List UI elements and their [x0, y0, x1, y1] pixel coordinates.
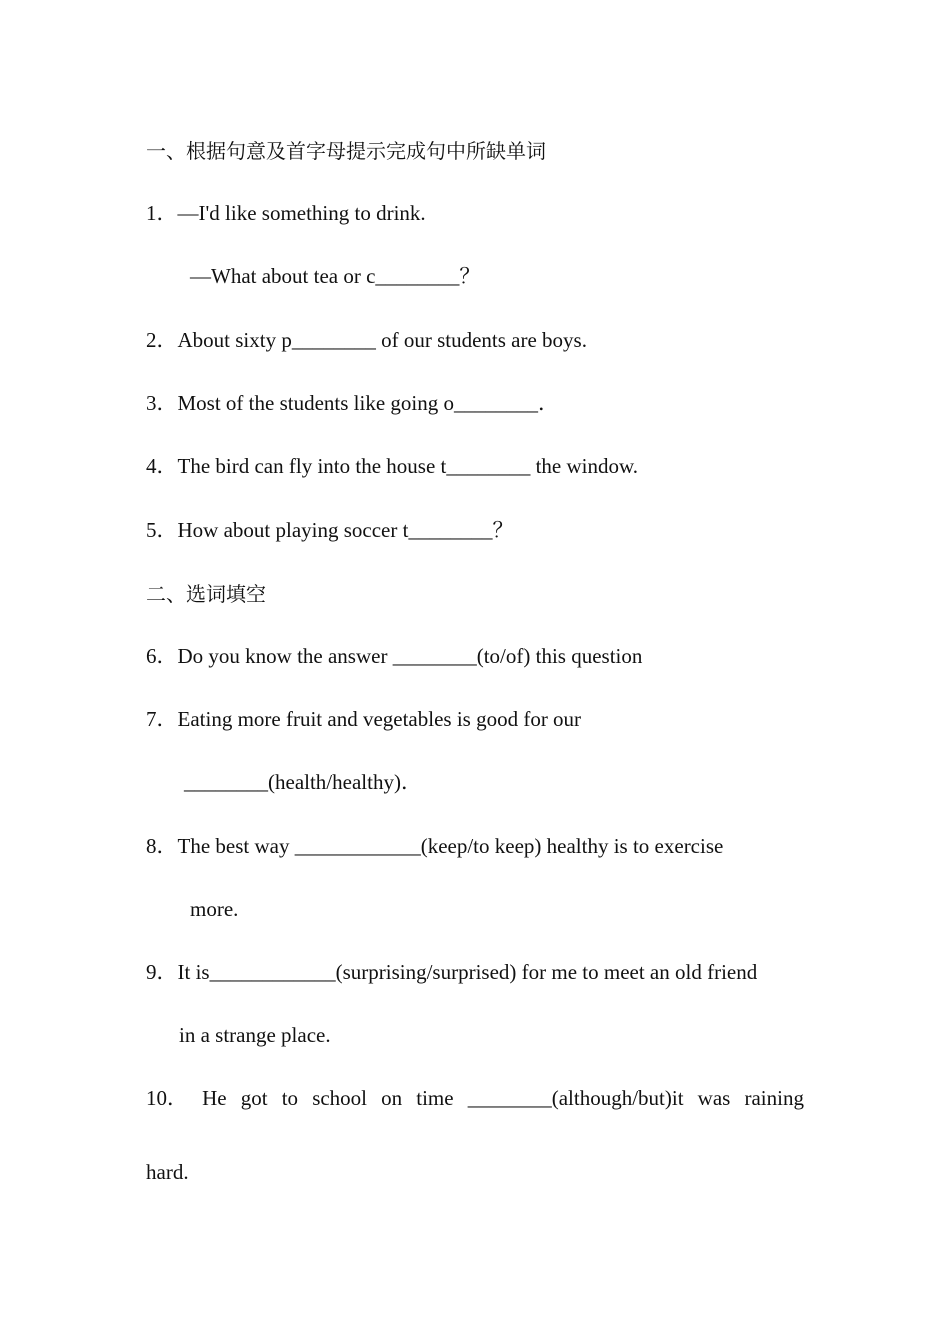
question-1: 1．—I'd like something to drink. [146, 201, 426, 225]
question-10-word: time [416, 1086, 454, 1110]
question-6: 6．Do you know the answer ________(to/of) this question [146, 644, 643, 668]
question-10-word: got [240, 1086, 268, 1110]
question-10-blank: ________(although/but)it [467, 1086, 684, 1110]
question-8: 8．The best way ____________(keep/to keep) healthy is to exercise [146, 834, 724, 858]
question-1-continuation: —What about tea or c________？ [190, 264, 481, 288]
question-10 [146, 1084, 804, 1112]
question-2: 2．About sixty p________ of our students are boys. [146, 328, 587, 352]
question-10-word: to [281, 1086, 299, 1110]
question-4: 4．The bird can fly into the house t________ the window. [146, 454, 639, 478]
question-5: 5．How about playing soccer t________？ [146, 518, 514, 542]
question-10-word: school [312, 1086, 368, 1110]
section-1-heading: 一、根据句意及首字母提示完成句中所缺单词 [146, 139, 546, 163]
question-3: 3．Most of the students like going o________． [146, 391, 559, 415]
section-2-heading: 二、选词填空 [146, 582, 266, 606]
question-10-word: raining [744, 1086, 804, 1110]
question-8-continuation: more. [190, 897, 239, 921]
question-10-word: He [202, 1086, 227, 1110]
question-10-number: 10． [146, 1086, 188, 1110]
question-10-continuation: hard. [146, 1160, 189, 1184]
question-9-continuation: in a strange place. [179, 1023, 331, 1047]
question-7: 7．Eating more fruit and vegetables is good for our [146, 707, 582, 731]
question-7-continuation: ________(health/healthy)． [184, 770, 422, 794]
question-10-word: on [381, 1086, 403, 1110]
question-9: 9．It is____________(surprising/surprised) for me to meet an old friend [146, 960, 758, 984]
question-10-word: was [697, 1086, 731, 1110]
